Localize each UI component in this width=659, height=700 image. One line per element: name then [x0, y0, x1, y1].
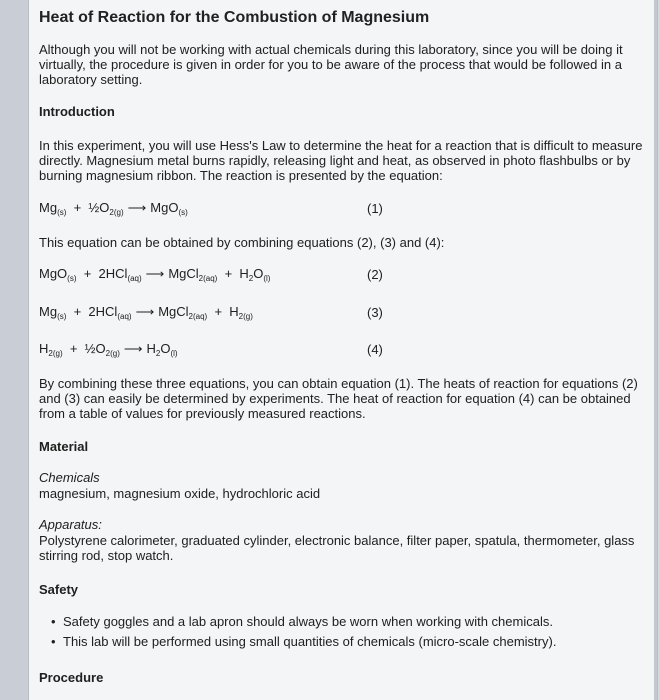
- equation-2: MgO$_{(s)}$ + 2HCl$_{(aq)}$ ⟶ MgCl$_{2(aq)}$ + $H_2O_{(l)}$: [39, 266, 271, 283]
- safety-item-text: This lab will be performed using small quantities of chemicals (micro-scale chemistry).: [63, 634, 557, 649]
- left-margin: [0, 0, 28, 700]
- equation-3: $Mg_{(s)} + 2HCl_{(aq)}$ ⟶ MgCl$_{2(aq)}$ + $H_{2(g)}$: [39, 304, 253, 321]
- chemicals-list: magnesium, magnesium oxide, hydrochloric acid: [39, 486, 321, 501]
- introduction-paragraph-2: This equation can be obtained by combining equations (2), (3) and (4):: [39, 235, 445, 250]
- introduction-paragraph-1: In this experiment, you will use Hess's Law to determine the heat for a reaction that is difficult to measure directly. Magnesium metal burns rapidly, releasing light and heat, as observed in photo flashbulbs or by burning magnesium ribbon. The reaction is presented by the equation:: [39, 138, 643, 183]
- equation-4-number: (4): [367, 342, 383, 357]
- equation-2-number: (2): [367, 267, 383, 282]
- apparatus-list: Polystyrene calorimeter, graduated cylinder, electronic balance, filter paper, spatula, thermometer, glass stirring rod, stop watch.: [39, 533, 635, 563]
- safety-item-text: Safety goggles and a lab apron should always be worn when working with chemicals.: [63, 614, 553, 629]
- introduction-heading: Introduction: [39, 104, 115, 119]
- intro-paragraph: Although you will not be working with actual chemicals during this laboratory, since you will be doing it virtually, the procedure is given in order for you to be aware of the process that would be followed in a laboratory setting.: [39, 42, 623, 87]
- introduction-paragraph-3: By combining these three equations, you can obtain equation (1). The heats of reaction for equations (2) and (3) can easily be determined by experiments. The heat of reaction for equation (4) can be obtained from a table of values for previously measured reactions.: [39, 376, 638, 421]
- bullet-icon: •: [51, 634, 56, 649]
- procedure-heading: Procedure: [39, 670, 104, 685]
- equation-1-number: (1): [367, 201, 383, 216]
- bullet-icon: •: [51, 614, 56, 629]
- right-edge: [654, 0, 657, 700]
- document-page: [28, 0, 658, 700]
- apparatus-label: Apparatus:: [39, 517, 102, 532]
- material-heading: Material: [39, 439, 89, 454]
- equation-4: $H_{2(g)}$ + $\frac{1}{2}O_{2(g)}$ ⟶ $H_2O_{(l)}$: [39, 341, 178, 358]
- chemicals-label: Chemicals: [39, 470, 100, 485]
- equation-1: $Mg_{(s)}$ + $\frac{1}{2}O_{2(g)}$ ⟶ MgO$_{(s)}$: [39, 200, 188, 217]
- safety-item: [51, 634, 556, 649]
- safety-item: [51, 614, 553, 629]
- page-title: Heat of Reaction for the Combustion of Magnesium: [39, 9, 430, 26]
- equation-3-number: (3): [367, 305, 383, 320]
- safety-heading: Safety: [39, 582, 79, 597]
